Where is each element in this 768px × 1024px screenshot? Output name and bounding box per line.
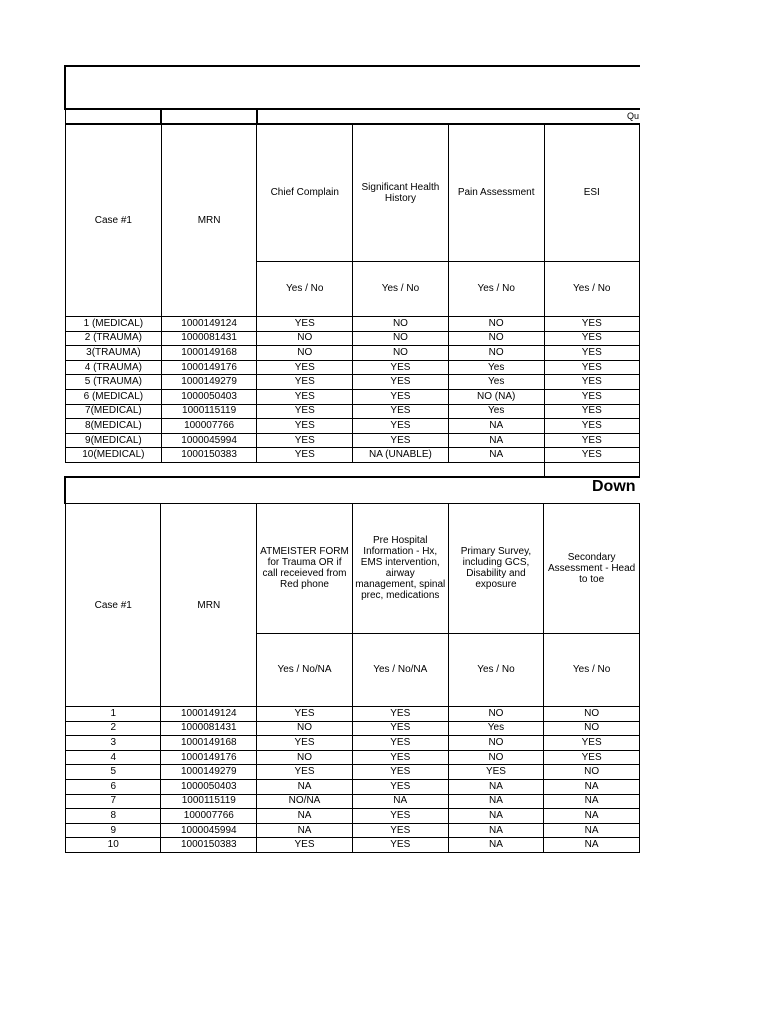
value-cell: NA bbox=[257, 779, 353, 794]
value-cell: NO/NA bbox=[257, 794, 353, 809]
mrn-cell: 1000149168 bbox=[161, 346, 257, 361]
mrn-cell: 1000149279 bbox=[161, 375, 257, 390]
table-row bbox=[66, 838, 640, 853]
value-cell: Yes bbox=[448, 721, 544, 736]
value-cell: YES bbox=[352, 779, 448, 794]
case-cell: 8 bbox=[66, 809, 161, 824]
value-cell: YES bbox=[257, 360, 353, 375]
strip-cell bbox=[65, 110, 161, 124]
subheader-cell: Yes / No bbox=[448, 261, 544, 316]
value-cell: YES bbox=[257, 317, 353, 332]
header-pain-assessment: Pain Assessment bbox=[448, 125, 544, 262]
value-cell: YES bbox=[353, 419, 449, 434]
value-cell: YES bbox=[352, 765, 448, 780]
case-cell: 6 bbox=[66, 779, 161, 794]
section1-table bbox=[65, 124, 640, 463]
case-cell: 2 bbox=[66, 721, 161, 736]
value-cell: NA bbox=[544, 823, 640, 838]
section1-header-row bbox=[66, 125, 640, 262]
value-cell: NA bbox=[448, 448, 544, 463]
header-pre-hospital-information: Pre Hospital Information - Hx, EMS intervention, airway management, spinal prec, medications bbox=[352, 504, 448, 634]
value-cell: NO bbox=[257, 721, 353, 736]
header-chief-complain: Chief Complain bbox=[257, 125, 353, 262]
table-row bbox=[66, 360, 640, 375]
header-atmeister-form: ATMEISTER FORM for Trauma OR if call receieved from Red phone bbox=[257, 504, 353, 634]
value-cell: NA bbox=[448, 838, 544, 853]
strip-label: Qu bbox=[627, 111, 640, 121]
value-cell: YES bbox=[257, 838, 353, 853]
value-cell: Yes bbox=[448, 375, 544, 390]
table-row bbox=[66, 346, 640, 361]
mrn-cell: 1000045994 bbox=[161, 433, 257, 448]
case-cell: 7 bbox=[66, 794, 161, 809]
table-row bbox=[66, 779, 640, 794]
value-cell: NO bbox=[544, 721, 640, 736]
value-cell: YES bbox=[352, 736, 448, 751]
mrn-cell: 100007766 bbox=[161, 809, 257, 824]
table-row bbox=[66, 823, 640, 838]
value-cell: NA bbox=[448, 794, 544, 809]
value-cell: NA bbox=[257, 809, 353, 824]
case-cell: 4 bbox=[66, 750, 161, 765]
value-cell: YES bbox=[353, 375, 449, 390]
value-cell: YES bbox=[257, 389, 353, 404]
value-cell: NA (UNABLE) bbox=[353, 448, 449, 463]
value-cell: NA bbox=[448, 809, 544, 824]
mrn-cell: 1000150383 bbox=[161, 838, 257, 853]
strip-cell bbox=[257, 110, 640, 124]
header-mrn: MRN bbox=[161, 125, 257, 317]
mrn-cell: 1000149279 bbox=[161, 765, 257, 780]
subheader-cell: Yes / No bbox=[257, 261, 353, 316]
table-row bbox=[66, 765, 640, 780]
value-cell: YES bbox=[352, 838, 448, 853]
value-cell: YES bbox=[544, 433, 639, 448]
value-cell: YES bbox=[353, 360, 449, 375]
table-row bbox=[66, 317, 640, 332]
header-case: Case #1 bbox=[66, 504, 161, 707]
value-cell: NA bbox=[257, 823, 353, 838]
value-cell: YES bbox=[544, 448, 639, 463]
subheader-cell: Yes / No bbox=[544, 261, 639, 316]
value-cell: NO bbox=[353, 346, 449, 361]
header-primary-survey: Primary Survey, including GCS, Disability and exposure bbox=[448, 504, 544, 634]
value-cell: NO bbox=[257, 750, 353, 765]
case-cell: 3 bbox=[66, 736, 161, 751]
mrn-cell: 1000045994 bbox=[161, 823, 257, 838]
mrn-cell: 1000149124 bbox=[161, 317, 257, 332]
mrn-cell: 1000081431 bbox=[161, 721, 257, 736]
value-cell: NO bbox=[448, 317, 544, 332]
value-cell: Yes bbox=[448, 360, 544, 375]
case-cell: 9(MEDICAL) bbox=[66, 433, 162, 448]
subheader-cell: Yes / No bbox=[353, 261, 449, 316]
case-cell: 9 bbox=[66, 823, 161, 838]
value-cell: NA bbox=[544, 779, 640, 794]
value-cell: NA bbox=[448, 779, 544, 794]
case-cell: 10(MEDICAL) bbox=[66, 448, 162, 463]
case-cell: 6 (MEDICAL) bbox=[66, 389, 162, 404]
case-cell: 3(TRAUMA) bbox=[66, 346, 162, 361]
value-cell: YES bbox=[257, 419, 353, 434]
value-cell: YES bbox=[544, 346, 639, 361]
header-strip-row bbox=[65, 110, 640, 124]
case-cell: 10 bbox=[66, 838, 161, 853]
value-cell: NA bbox=[448, 419, 544, 434]
value-cell: NO bbox=[448, 736, 544, 751]
value-cell: NA bbox=[544, 809, 640, 824]
value-cell: NA bbox=[544, 838, 640, 853]
table-row bbox=[66, 750, 640, 765]
value-cell: YES bbox=[257, 404, 353, 419]
mrn-cell: 1000150383 bbox=[161, 448, 257, 463]
table-row bbox=[66, 419, 640, 434]
value-cell: YES bbox=[544, 331, 639, 346]
value-cell: YES bbox=[544, 389, 639, 404]
value-cell: NO bbox=[544, 707, 640, 722]
value-cell: NO bbox=[448, 346, 544, 361]
table-row bbox=[66, 375, 640, 390]
header-esi: ESI bbox=[544, 125, 639, 262]
value-cell: YES bbox=[353, 404, 449, 419]
value-cell: NO bbox=[257, 331, 353, 346]
table-row bbox=[66, 736, 640, 751]
case-cell: 4 (TRAUMA) bbox=[66, 360, 162, 375]
strip-cell bbox=[161, 110, 257, 124]
value-cell: Yes bbox=[448, 404, 544, 419]
case-cell: 5 (TRAUMA) bbox=[66, 375, 162, 390]
value-cell: YES bbox=[544, 404, 639, 419]
case-cell: 8(MEDICAL) bbox=[66, 419, 162, 434]
header-case: Case #1 bbox=[66, 125, 162, 317]
mrn-cell: 1000115119 bbox=[161, 404, 257, 419]
mrn-cell: 1000149176 bbox=[161, 360, 257, 375]
value-cell: YES bbox=[352, 809, 448, 824]
value-cell: YES bbox=[352, 750, 448, 765]
value-cell: YES bbox=[544, 419, 639, 434]
mrn-cell: 1000115119 bbox=[161, 794, 257, 809]
value-cell: YES bbox=[353, 433, 449, 448]
value-cell: NA bbox=[448, 433, 544, 448]
value-cell: YES bbox=[257, 707, 353, 722]
value-cell: YES bbox=[257, 433, 353, 448]
table-row bbox=[66, 433, 640, 448]
case-cell: 1 (MEDICAL) bbox=[66, 317, 162, 332]
case-cell: 2 (TRAUMA) bbox=[66, 331, 162, 346]
subheader-cell: Yes / No bbox=[544, 633, 640, 706]
section2-title: Down bbox=[592, 478, 636, 495]
value-cell: NO bbox=[448, 750, 544, 765]
mrn-cell: 1000149176 bbox=[161, 750, 257, 765]
header-secondary-assessment: Secondary Assessment - Head to toe bbox=[544, 504, 640, 634]
table-row bbox=[66, 331, 640, 346]
section2-table bbox=[65, 503, 640, 853]
esi-blank-cell bbox=[544, 460, 640, 476]
value-cell: YES bbox=[352, 721, 448, 736]
value-cell: YES bbox=[544, 736, 640, 751]
value-cell: YES bbox=[448, 765, 544, 780]
mrn-cell: 1000081431 bbox=[161, 331, 257, 346]
value-cell: YES bbox=[257, 736, 353, 751]
section2-header-row bbox=[66, 504, 640, 634]
table-row bbox=[66, 404, 640, 419]
section2-title-bar bbox=[64, 476, 640, 504]
value-cell: YES bbox=[544, 750, 640, 765]
mrn-cell: 1000149168 bbox=[161, 736, 257, 751]
mrn-cell: 1000149124 bbox=[161, 707, 257, 722]
subheader-cell: Yes / No bbox=[448, 633, 544, 706]
value-cell: YES bbox=[353, 389, 449, 404]
value-cell: NO bbox=[353, 331, 449, 346]
value-cell: YES bbox=[544, 360, 639, 375]
table-row bbox=[66, 721, 640, 736]
value-cell: NA bbox=[448, 823, 544, 838]
value-cell: YES bbox=[257, 448, 353, 463]
value-cell: NA bbox=[352, 794, 448, 809]
header-mrn: MRN bbox=[161, 504, 257, 707]
value-cell: NO bbox=[353, 317, 449, 332]
mrn-cell: 100007766 bbox=[161, 419, 257, 434]
value-cell: NO bbox=[448, 707, 544, 722]
value-cell: YES bbox=[544, 375, 639, 390]
mrn-cell: 1000050403 bbox=[161, 779, 257, 794]
case-cell: 1 bbox=[66, 707, 161, 722]
value-cell: NO bbox=[544, 765, 640, 780]
table-row bbox=[66, 707, 640, 722]
value-cell: YES bbox=[352, 823, 448, 838]
value-cell: NO (NA) bbox=[448, 389, 544, 404]
value-cell: YES bbox=[257, 375, 353, 390]
value-cell: NO bbox=[448, 331, 544, 346]
section1-title-bar bbox=[64, 65, 640, 110]
value-cell: YES bbox=[352, 707, 448, 722]
subheader-cell: Yes / No/NA bbox=[352, 633, 448, 706]
case-cell: 5 bbox=[66, 765, 161, 780]
table-row bbox=[66, 809, 640, 824]
case-cell: 7(MEDICAL) bbox=[66, 404, 162, 419]
value-cell: NO bbox=[257, 346, 353, 361]
value-cell: YES bbox=[257, 765, 353, 780]
table-row bbox=[66, 794, 640, 809]
subheader-cell: Yes / No/NA bbox=[257, 633, 353, 706]
mrn-cell: 1000050403 bbox=[161, 389, 257, 404]
value-cell: NA bbox=[544, 794, 640, 809]
table-row bbox=[66, 389, 640, 404]
value-cell: YES bbox=[544, 317, 639, 332]
header-significant-health-history: Significant Health History bbox=[353, 125, 449, 262]
